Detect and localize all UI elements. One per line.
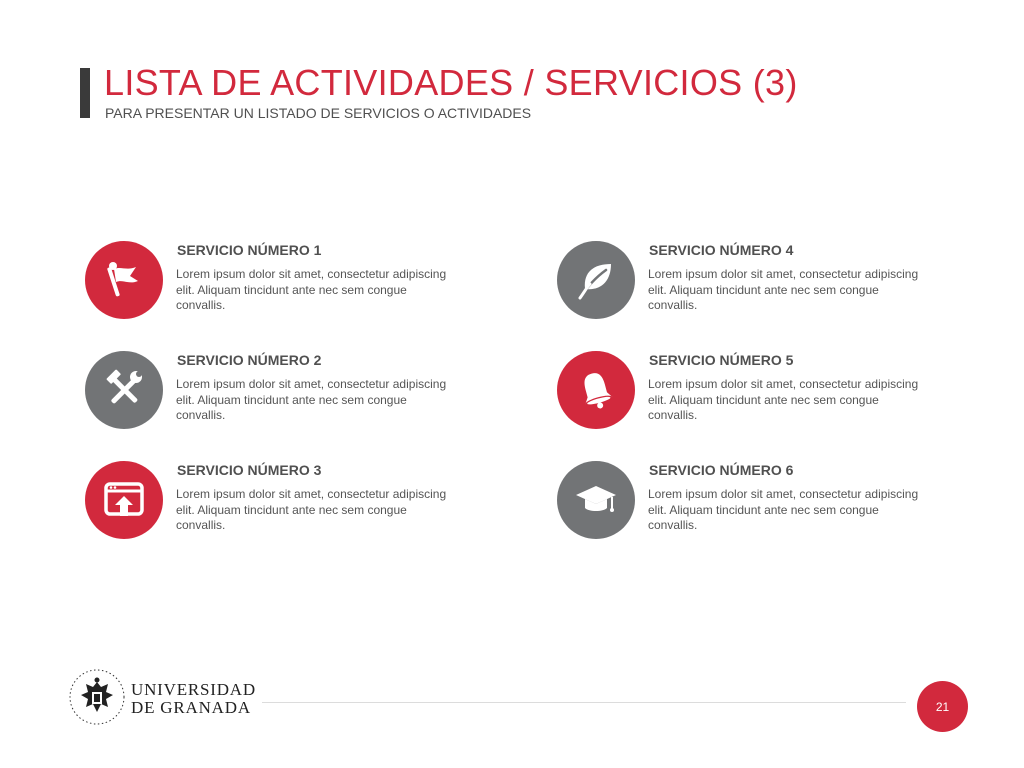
- upload-window-icon: [101, 477, 147, 523]
- bell-icon: [573, 367, 619, 413]
- logo-line-1: UNIVERSIDAD: [131, 680, 256, 699]
- service-title: SERVICIO NÚMERO 2: [177, 352, 322, 368]
- service-item-1: [85, 241, 505, 321]
- service-icon-circle: [85, 351, 163, 429]
- leaf-icon: [573, 257, 619, 303]
- service-item-6: [557, 461, 977, 541]
- slide-subtitle: PARA PRESENTAR UN LISTADO DE SERVICIOS O ACTIVIDADES: [105, 105, 532, 121]
- service-description: Lorem ipsum dolor sit amet, consectetur adipiscing elit. Aliquam tincidunt ante nec sem congue convallis.: [648, 377, 919, 422]
- service-title: SERVICIO NÚMERO 6: [649, 462, 794, 478]
- title-accent-bar: [80, 68, 90, 118]
- service-description: Lorem ipsum dolor sit amet, consectetur adipiscing elit. Aliquam tincidunt ante nec sem congue convallis.: [176, 267, 447, 312]
- graduation-cap-icon: [573, 477, 619, 523]
- service-item-3: [85, 461, 505, 541]
- page-number-badge: 21: [917, 681, 968, 732]
- service-title: SERVICIO NÚMERO 3: [177, 462, 322, 478]
- service-description: Lorem ipsum dolor sit amet, consectetur adipiscing elit. Aliquam tincidunt ante nec sem congue convallis.: [176, 487, 447, 532]
- service-icon-circle: [557, 241, 635, 319]
- service-item-4: [557, 241, 977, 321]
- service-title: SERVICIO NÚMERO 1: [177, 242, 322, 258]
- service-item-5: [557, 351, 977, 431]
- logo-line-2: DE GRANADA: [131, 698, 251, 717]
- university-seal-icon: [68, 668, 126, 726]
- service-icon-circle: [557, 351, 635, 429]
- university-logo: [68, 668, 258, 728]
- service-title: SERVICIO NÚMERO 5: [649, 352, 794, 368]
- tools-icon: [101, 367, 147, 413]
- service-icon-circle: [557, 461, 635, 539]
- flag-icon: [101, 257, 147, 303]
- slide-title: LISTA DE ACTIVIDADES / SERVICIOS (3): [104, 62, 798, 103]
- footer-divider: [262, 702, 906, 703]
- service-icon-circle: [85, 241, 163, 319]
- service-description: Lorem ipsum dolor sit amet, consectetur adipiscing elit. Aliquam tincidunt ante nec sem congue convallis.: [648, 267, 919, 312]
- service-item-2: [85, 351, 505, 431]
- service-description: Lorem ipsum dolor sit amet, consectetur adipiscing elit. Aliquam tincidunt ante nec sem congue convallis.: [648, 487, 919, 532]
- service-icon-circle: [85, 461, 163, 539]
- service-description: Lorem ipsum dolor sit amet, consectetur adipiscing elit. Aliquam tincidunt ante nec sem congue convallis.: [176, 377, 447, 422]
- service-title: SERVICIO NÚMERO 4: [649, 242, 794, 258]
